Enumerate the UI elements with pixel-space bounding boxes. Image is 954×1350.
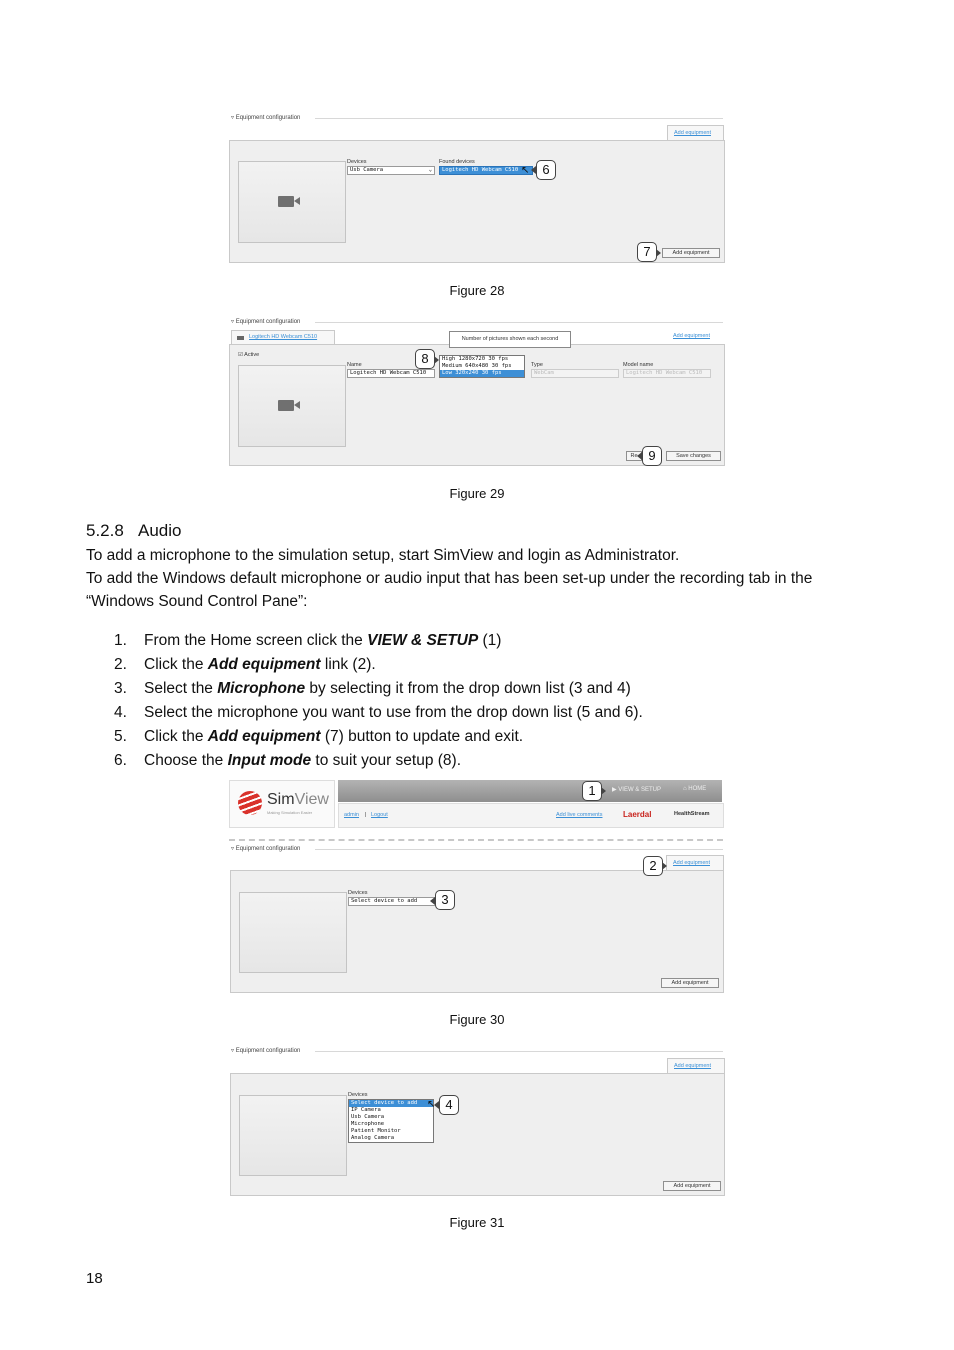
callout-8: 8 [415, 349, 435, 369]
type-input: WebCam [531, 369, 619, 378]
list-item: 5. Click the Add equipment (7) button to update and exit. [114, 728, 524, 745]
callout-2: 2 [643, 856, 663, 876]
logout-link[interactable]: Logout [371, 812, 388, 818]
camera-thumbnail [239, 892, 347, 973]
section-header: ▿ Equipment configuration [231, 1048, 301, 1054]
camera-thumbnail [239, 1095, 347, 1176]
list-item: 4. Select the microphone you want to use from the drop down list (5 and 6). [114, 704, 643, 721]
option-usb-camera[interactable]: Usb Camera [351, 1114, 385, 1120]
check-icon: ☑ [238, 352, 243, 358]
option-low[interactable]: Low 320x240 30 fps [440, 370, 524, 377]
camera-icon [237, 336, 244, 340]
callout-pointer [434, 356, 439, 364]
callout-7: 7 [637, 242, 657, 262]
play-icon: ▶ [612, 787, 617, 793]
devices-select[interactable]: Usb Camera ⌄ [347, 166, 435, 175]
found-devices-select[interactable]: Logitech HD Webcam C510 [439, 166, 533, 175]
devices-dropdown[interactable] [348, 1099, 434, 1143]
add-equipment-tab [666, 855, 724, 871]
option-patient-monitor[interactable]: Patient Monitor [351, 1128, 401, 1134]
add-equipment-button[interactable]: Add equipment [663, 1181, 721, 1191]
active-checkbox[interactable]: ☑ Active [238, 352, 260, 358]
section-header: ▿ Equipment configuration [231, 319, 301, 325]
camera-icon [278, 400, 294, 411]
add-equipment-link[interactable]: Add equipment [673, 860, 710, 866]
add-equipment-link[interactable]: Add equipment [674, 130, 711, 136]
callout-1: 1 [582, 781, 602, 801]
camera-icon [278, 196, 294, 207]
nav-home[interactable]: ⌂ HOME [683, 786, 707, 792]
healthstream-logo: HealthStream [674, 811, 710, 817]
type-label: Type [531, 362, 543, 368]
option-analog-camera[interactable]: Analog Camera [351, 1135, 395, 1141]
devices-label: Devices [348, 1092, 368, 1098]
paragraph: To add the Windows default microphone or audio input that has been set-up under the recording tab in the “Windows Sound Control Pane”: [86, 570, 813, 610]
devices-label: Devices [347, 159, 367, 165]
option-ip-camera[interactable]: IP Camera [351, 1107, 381, 1113]
camera-thumbnail [238, 365, 346, 447]
figure-caption: Figure 30 [449, 1012, 505, 1027]
add-live-comments-link[interactable]: Add live comments [556, 812, 603, 818]
option-select-device[interactable]: Select device to add [349, 1100, 433, 1107]
user-bar: admin | Logout Add live comments Laerdal HealthStream [338, 803, 724, 828]
chevron-down-icon: ⌄ [431, 898, 435, 904]
callout-6: 6 [536, 160, 556, 180]
model-label: Model name [623, 362, 654, 368]
simview-logo: SimView Making Simulation Easier [229, 780, 335, 828]
input-mode-dropdown[interactable] [439, 355, 525, 378]
nav-view-setup[interactable]: ▶ VIEW & SETUP [612, 787, 661, 793]
list-item: 2. Click the Add equipment link (2). [114, 656, 376, 673]
list-item: 1. From the Home screen click the VIEW & SETUP (1) [114, 632, 502, 649]
equipment-panel [230, 1073, 725, 1196]
add-equipment-button[interactable]: Add equipment [662, 248, 720, 258]
callout-pointer [662, 862, 667, 870]
devices-select[interactable]: Select device to add ⌄ [348, 897, 438, 906]
page-number: 18 [86, 1270, 103, 1287]
logo-mark-icon [238, 791, 262, 815]
list-item: 3. Select the Microphone by selecting it from the drop down list (3 and 4) [114, 680, 631, 697]
tooltip: Number of pictures shown each second [449, 331, 571, 348]
add-equipment-button[interactable]: Add equipment [661, 978, 719, 988]
figure-caption: Figure 31 [449, 1215, 505, 1230]
figure-caption: Figure 28 [449, 283, 505, 298]
callout-pointer [601, 787, 606, 795]
device-tab[interactable]: Logitech HD Webcam C510 [231, 330, 335, 345]
callout-3: 3 [435, 890, 455, 910]
callout-9: 9 [642, 446, 662, 466]
name-input[interactable]: Logitech HD Webcam C510 [347, 369, 435, 378]
steps-list [86, 629, 886, 773]
add-equipment-tab [667, 125, 724, 141]
save-changes-button[interactable]: Save changes [666, 451, 721, 461]
paragraph: To add a microphone to the simulation setup, start SimView and login as Administrator. [86, 547, 680, 564]
home-icon: ⌂ [683, 786, 687, 792]
admin-link[interactable]: admin [344, 812, 359, 818]
top-nav-bar [338, 780, 722, 802]
option-high[interactable]: High 1280x720 30 fps [442, 356, 509, 362]
section-heading: 5.2.8 Audio [86, 521, 182, 540]
add-equipment-tab [667, 1058, 725, 1074]
model-input: Logitech HD Webcam C510 [623, 369, 711, 378]
callout-pointer [656, 249, 661, 257]
chevron-down-icon: ⌄ [428, 167, 432, 173]
figure-caption: Figure 29 [449, 486, 505, 501]
add-equipment-link[interactable]: Add equipment [674, 1063, 711, 1069]
callout-4: 4 [439, 1095, 459, 1115]
found-devices-label: Found devices [439, 159, 475, 165]
camera-thumbnail [238, 161, 346, 243]
list-item: 6. Choose the Input mode to suit your setup (8). [114, 752, 462, 769]
devices-label: Devices [348, 890, 368, 896]
option-medium[interactable]: Medium 640x480 30 fps [442, 363, 512, 369]
section-header: ▿ Equipment configuration [231, 115, 301, 121]
option-microphone[interactable]: Microphone [351, 1121, 385, 1127]
section-header: ▿ Equipment configuration [231, 846, 301, 852]
remove-button[interactable]: Re [626, 451, 642, 461]
add-equipment-link[interactable]: Add equipment [673, 333, 710, 339]
cursor-icon: ↖ [521, 165, 530, 176]
equipment-panel [230, 870, 724, 993]
name-label: Name [347, 362, 362, 368]
laerdal-logo: Laerdal [623, 810, 652, 819]
cursor-icon: ↖ [427, 1099, 436, 1110]
